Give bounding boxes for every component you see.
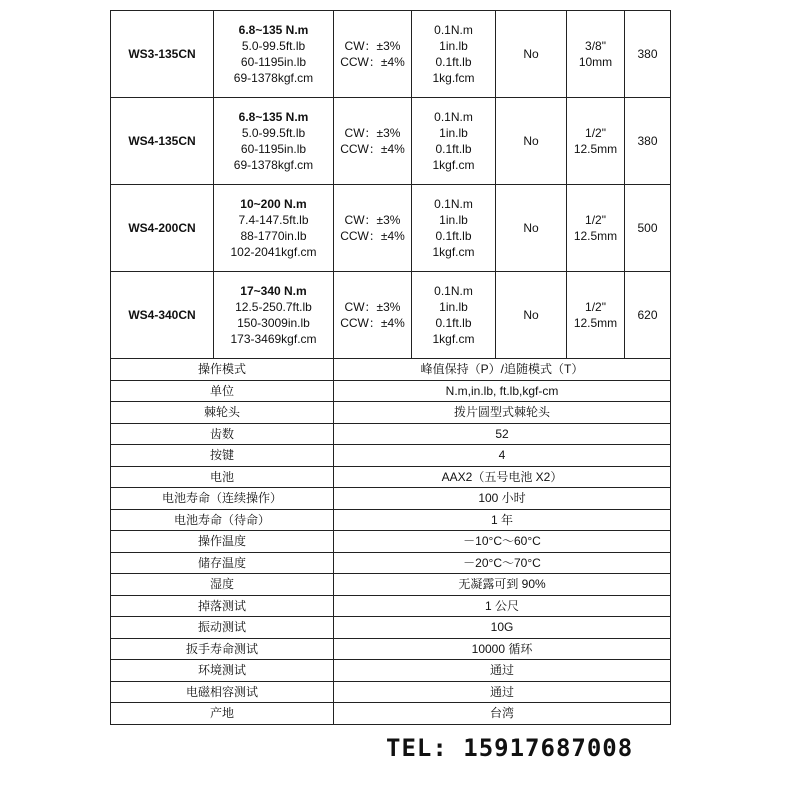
spec-label: 电池寿命（连续操作） [111, 488, 334, 510]
spec-label: 电磁相容测试 [111, 681, 334, 703]
cell-line: 12.5mm [573, 316, 618, 330]
cell-line: 102-2041kgf.cm [230, 245, 317, 259]
cell-line: 60-1195in.lb [240, 55, 307, 69]
accuracy [334, 98, 412, 185]
cell-line: 1kg.fcm [432, 71, 475, 85]
contact-phone: TEL: 15917687008 [386, 734, 634, 762]
resolution [412, 272, 496, 359]
spec-value: 通过 [334, 681, 671, 703]
cell-line: CW：±3% [344, 126, 401, 140]
resolution [412, 98, 496, 185]
cell-line: CW：±3% [344, 300, 401, 314]
cell-line: 0.1ft.lb [435, 316, 472, 330]
cell-line: 60-1195in.lb [240, 142, 307, 156]
spec-row [111, 552, 671, 574]
cell-line: 1/2" [585, 126, 606, 140]
spec-value: 台湾 [334, 703, 671, 725]
cell-line: 88-1770in.lb [240, 229, 307, 243]
spec-value: 无凝露可到 90% [334, 574, 671, 596]
model-row [111, 185, 671, 272]
model-row [111, 11, 671, 98]
spec-value: 1 年 [334, 509, 671, 531]
torque-range [214, 98, 334, 185]
resolution [412, 11, 496, 98]
resolution [412, 185, 496, 272]
cell-line: CCW：±4% [340, 229, 405, 243]
cell-line: 12.5mm [573, 142, 618, 156]
cell-line: 10~200 N.m [240, 197, 307, 211]
spec-label: 电池寿命（待命） [111, 509, 334, 531]
cell-line: CCW：±4% [340, 55, 405, 69]
cell-text: 500 [637, 221, 658, 235]
cell-line: 1kgf.cm [432, 158, 475, 172]
spec-label: 单位 [111, 380, 334, 402]
drive-size [567, 11, 625, 98]
spec-row [111, 402, 671, 424]
torque-range [214, 185, 334, 272]
spec-row [111, 595, 671, 617]
spec-value: 通过 [334, 660, 671, 682]
spec-value: 1 公尺 [334, 595, 671, 617]
cell-text: WS4-200CN [128, 221, 196, 235]
cell-line: 0.1N.m [434, 197, 473, 211]
spec-value: 52 [334, 423, 671, 445]
accuracy [334, 272, 412, 359]
model-name [111, 98, 214, 185]
spec-value: 峰值保持（P）/追随模式（T） [334, 359, 671, 381]
spec-label: 操作模式 [111, 359, 334, 381]
cell-line: 1kgf.cm [432, 245, 475, 259]
cell-line: 0.1ft.lb [435, 229, 472, 243]
spec-row [111, 681, 671, 703]
spec-label: 电池 [111, 466, 334, 488]
spec-sheet [110, 10, 670, 725]
cell-line: CW：±3% [344, 39, 401, 53]
cell-text: WS4-135CN [128, 134, 196, 148]
cell-text: WS3-135CN [128, 47, 196, 61]
cell-line: 7.4-147.5ft.lb [238, 213, 309, 227]
spec-table [110, 358, 671, 725]
weight [625, 272, 671, 359]
spec-label: 扳手寿命测试 [111, 638, 334, 660]
spec-row [111, 359, 671, 381]
flag [496, 185, 567, 272]
spec-label: 操作温度 [111, 531, 334, 553]
spec-row [111, 466, 671, 488]
weight [625, 185, 671, 272]
spec-label: 齿数 [111, 423, 334, 445]
spec-value: N.m,in.lb, ft.lb,kgf-cm [334, 380, 671, 402]
spec-row [111, 531, 671, 553]
spec-label: 湿度 [111, 574, 334, 596]
cell-text: 380 [637, 134, 658, 148]
drive-size [567, 98, 625, 185]
cell-line: 6.8~135 N.m [238, 110, 309, 124]
cell-line: 10mm [578, 55, 613, 69]
model-row [111, 98, 671, 185]
cell-line: 0.1N.m [434, 284, 473, 298]
accuracy [334, 11, 412, 98]
cell-line: CCW：±4% [340, 316, 405, 330]
torque-range [214, 11, 334, 98]
cell-line: 12.5-250.7ft.lb [235, 300, 312, 314]
model-name [111, 272, 214, 359]
drive-size [567, 185, 625, 272]
spec-row [111, 488, 671, 510]
spec-label: 振动测试 [111, 617, 334, 639]
cell-line: 1kgf.cm [432, 332, 475, 346]
cell-line: 69-1378kgf.cm [233, 158, 314, 172]
cell-line: 5.0-99.5ft.lb [241, 126, 306, 140]
cell-line: 0.1N.m [434, 110, 473, 124]
cell-line: 1in.lb [439, 126, 468, 140]
spec-row [111, 574, 671, 596]
cell-line: 1in.lb [439, 300, 468, 314]
cell-line: 12.5mm [573, 229, 618, 243]
cell-text: No [523, 47, 539, 61]
spec-row [111, 509, 671, 531]
flag [496, 11, 567, 98]
cell-line: 6.8~135 N.m [238, 23, 309, 37]
spec-value: AAX2（五号电池 X2） [334, 466, 671, 488]
torque-range [214, 272, 334, 359]
cell-line: 0.1N.m [434, 23, 473, 37]
spec-label: 储存温度 [111, 552, 334, 574]
cell-line: 5.0-99.5ft.lb [241, 39, 306, 53]
cell-line: 0.1ft.lb [435, 142, 472, 156]
model-row [111, 272, 671, 359]
spec-label: 产地 [111, 703, 334, 725]
spec-label: 环境测试 [111, 660, 334, 682]
cell-text: No [523, 308, 539, 322]
cell-line: 1in.lb [439, 39, 468, 53]
cell-line: 1/2" [585, 300, 606, 314]
accuracy [334, 185, 412, 272]
spec-label: 棘轮头 [111, 402, 334, 424]
spec-value: 拨片圆型式棘轮头 [334, 402, 671, 424]
cell-text: 380 [637, 47, 658, 61]
spec-value: 4 [334, 445, 671, 467]
cell-text: 620 [637, 308, 658, 322]
model-name [111, 185, 214, 272]
cell-line: 1/2" [585, 213, 606, 227]
cell-text: WS4-340CN [128, 308, 196, 322]
model-table [110, 10, 671, 359]
spec-row [111, 660, 671, 682]
spec-row [111, 423, 671, 445]
flag [496, 272, 567, 359]
model-name [111, 11, 214, 98]
spec-row [111, 445, 671, 467]
spec-row [111, 703, 671, 725]
cell-line: 17~340 N.m [240, 284, 307, 298]
spec-label: 掉落测试 [111, 595, 334, 617]
cell-line: 173-3469kgf.cm [230, 332, 317, 346]
cell-line: 0.1ft.lb [435, 55, 472, 69]
flag [496, 98, 567, 185]
cell-text: No [523, 134, 539, 148]
cell-line: CCW：±4% [340, 142, 405, 156]
spec-value: －20°C～70°C [334, 552, 671, 574]
cell-line: 1in.lb [439, 213, 468, 227]
spec-value: 10000 循环 [334, 638, 671, 660]
spec-row [111, 638, 671, 660]
cell-line: 3/8" [585, 39, 606, 53]
spec-label: 按键 [111, 445, 334, 467]
spec-value: 100 小时 [334, 488, 671, 510]
cell-text: No [523, 221, 539, 235]
spec-row [111, 380, 671, 402]
spec-row [111, 617, 671, 639]
cell-line: 150-3009in.lb [237, 316, 310, 330]
spec-value: －10°C～60°C [334, 531, 671, 553]
cell-line: CW：±3% [344, 213, 401, 227]
weight [625, 11, 671, 98]
drive-size [567, 272, 625, 359]
spec-value: 10G [334, 617, 671, 639]
weight [625, 98, 671, 185]
cell-line: 69-1378kgf.cm [233, 71, 314, 85]
